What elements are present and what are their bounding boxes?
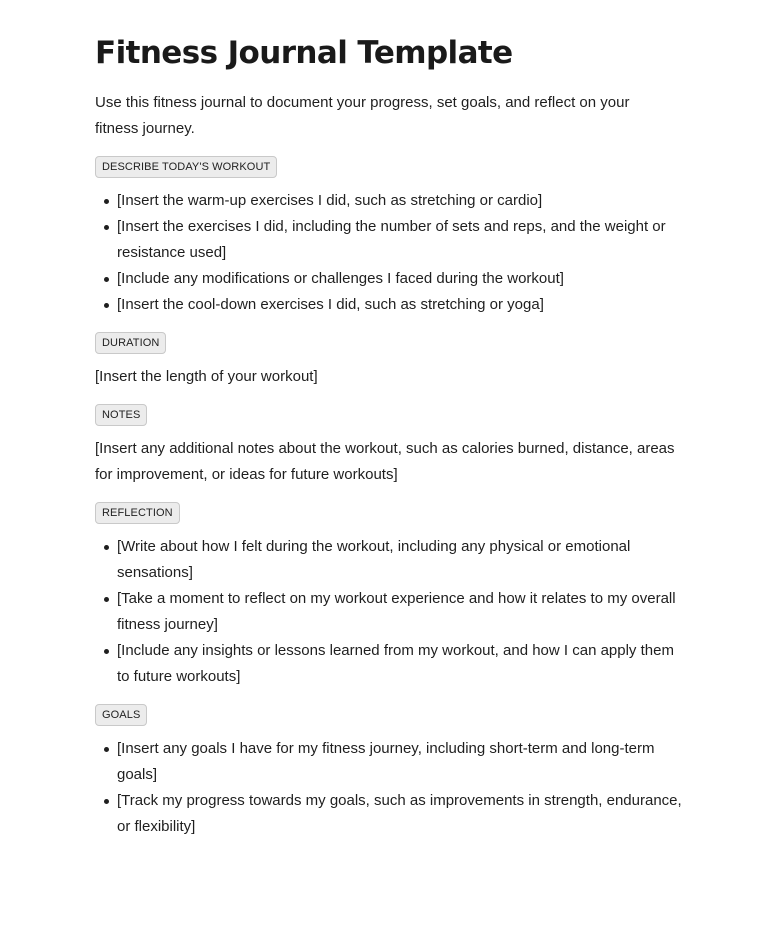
list-item: [Include any modifications or challenges I faced during the workout] [117, 266, 687, 292]
section-workout [95, 156, 695, 318]
tag-workout: DESCRIBE TODAY'S WORKOUT [95, 156, 277, 178]
notes-text: [Insert any additional notes about the workout, such as calories burned, distance, areas for improvement, or ideas for future workouts] [95, 440, 675, 483]
section-notes [95, 404, 695, 488]
section-goals [95, 704, 695, 840]
tag-goals: GOALS [95, 704, 147, 726]
workout-list [95, 188, 695, 318]
list-item: [Track my progress towards my goals, such as improvements in strength, endurance, or flexibility] [117, 788, 687, 840]
goals-list [95, 736, 695, 840]
duration-text: [Insert the length of your workout] [95, 368, 318, 385]
list-item: [Write about how I felt during the workout, including any physical or emotional sensations] [117, 534, 687, 586]
intro-paragraph: Use this fitness journal to document your progress, set goals, and reflect on your fitness journey. [95, 94, 630, 137]
tag-duration: DURATION [95, 332, 166, 354]
list-item: [Insert any goals I have for my fitness journey, including short-term and long-term goals] [117, 736, 687, 788]
tag-reflection: REFLECTION [95, 502, 180, 524]
section-duration [95, 332, 695, 390]
list-item: [Take a moment to reflect on my workout experience and how it relates to my overall fitness journey] [117, 586, 687, 638]
list-item: [Insert the cool-down exercises I did, such as stretching or yoga] [117, 292, 687, 318]
list-item: [Insert the warm-up exercises I did, such as stretching or cardio] [117, 188, 687, 214]
tag-notes: NOTES [95, 404, 147, 426]
reflection-list [95, 534, 695, 690]
list-item: [Insert the exercises I did, including the number of sets and reps, and the weight or resistance used] [117, 214, 687, 266]
page-title: Fitness Journal Template [95, 35, 513, 71]
list-item: [Include any insights or lessons learned from my workout, and how I can apply them to future workouts] [117, 638, 687, 690]
section-reflection [95, 502, 695, 690]
